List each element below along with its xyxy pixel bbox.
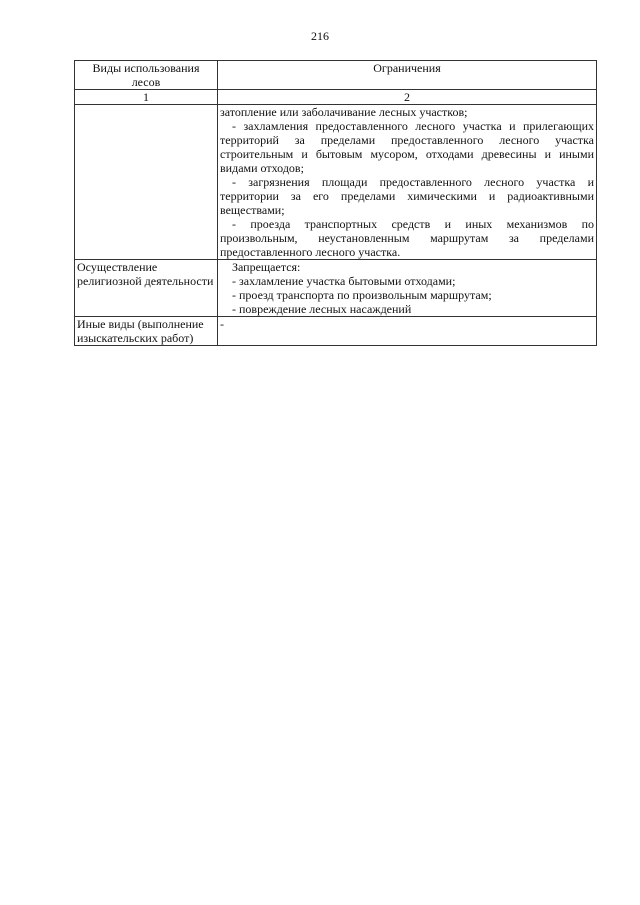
restriction-line: - проезд транспорта по произвольным маршрутам; (232, 288, 492, 302)
restriction-line: - повреждение лесных насаждений (232, 302, 412, 316)
table-row (75, 317, 597, 346)
restriction-line: - захламление участка бытовыми отходами; (232, 274, 456, 288)
usage-type-cell: Осуществление религиозной деятельности (75, 260, 218, 317)
column-number-1: 1 (75, 90, 218, 105)
usage-type-cell: Иные виды (выполнение изыскательских работ) (75, 317, 218, 346)
restrictions-cell (218, 260, 597, 317)
page-number: 216 (311, 29, 329, 43)
header-restrictions: Ограничения (218, 61, 597, 90)
restriction-line: Запрещается: (232, 260, 301, 274)
header-usage-types: Виды использования лесов (75, 61, 218, 90)
table-row (75, 260, 597, 317)
restrictions-cell (218, 105, 597, 260)
restrictions-cell: - (218, 317, 597, 346)
restriction-paragraph: затопление или заболачивание лесных участков; (220, 105, 468, 119)
usage-type-cell (75, 105, 218, 260)
column-number-2: 2 (218, 90, 597, 105)
table-row (75, 105, 597, 260)
restrictions-table (74, 60, 597, 346)
table-numbering-row (75, 90, 597, 105)
restriction-paragraph: - загрязнения площади предоставленного лесного участка и территории за его пределами химическими и радиоактивными веществами; (220, 175, 594, 217)
table-header-row (75, 61, 597, 90)
restriction-paragraph: - захламления предоставленного лесного участка и прилегающих территорий за пределами предоставленного лесного участка строительным и бытовым мусором, отходами древесины и иными видами отходов; (220, 119, 594, 175)
restriction-paragraph: - проезда транспортных средств и иных механизмов по произвольным, неустановленным маршрутам за пределами предоставленного лесного участка. (220, 217, 594, 259)
